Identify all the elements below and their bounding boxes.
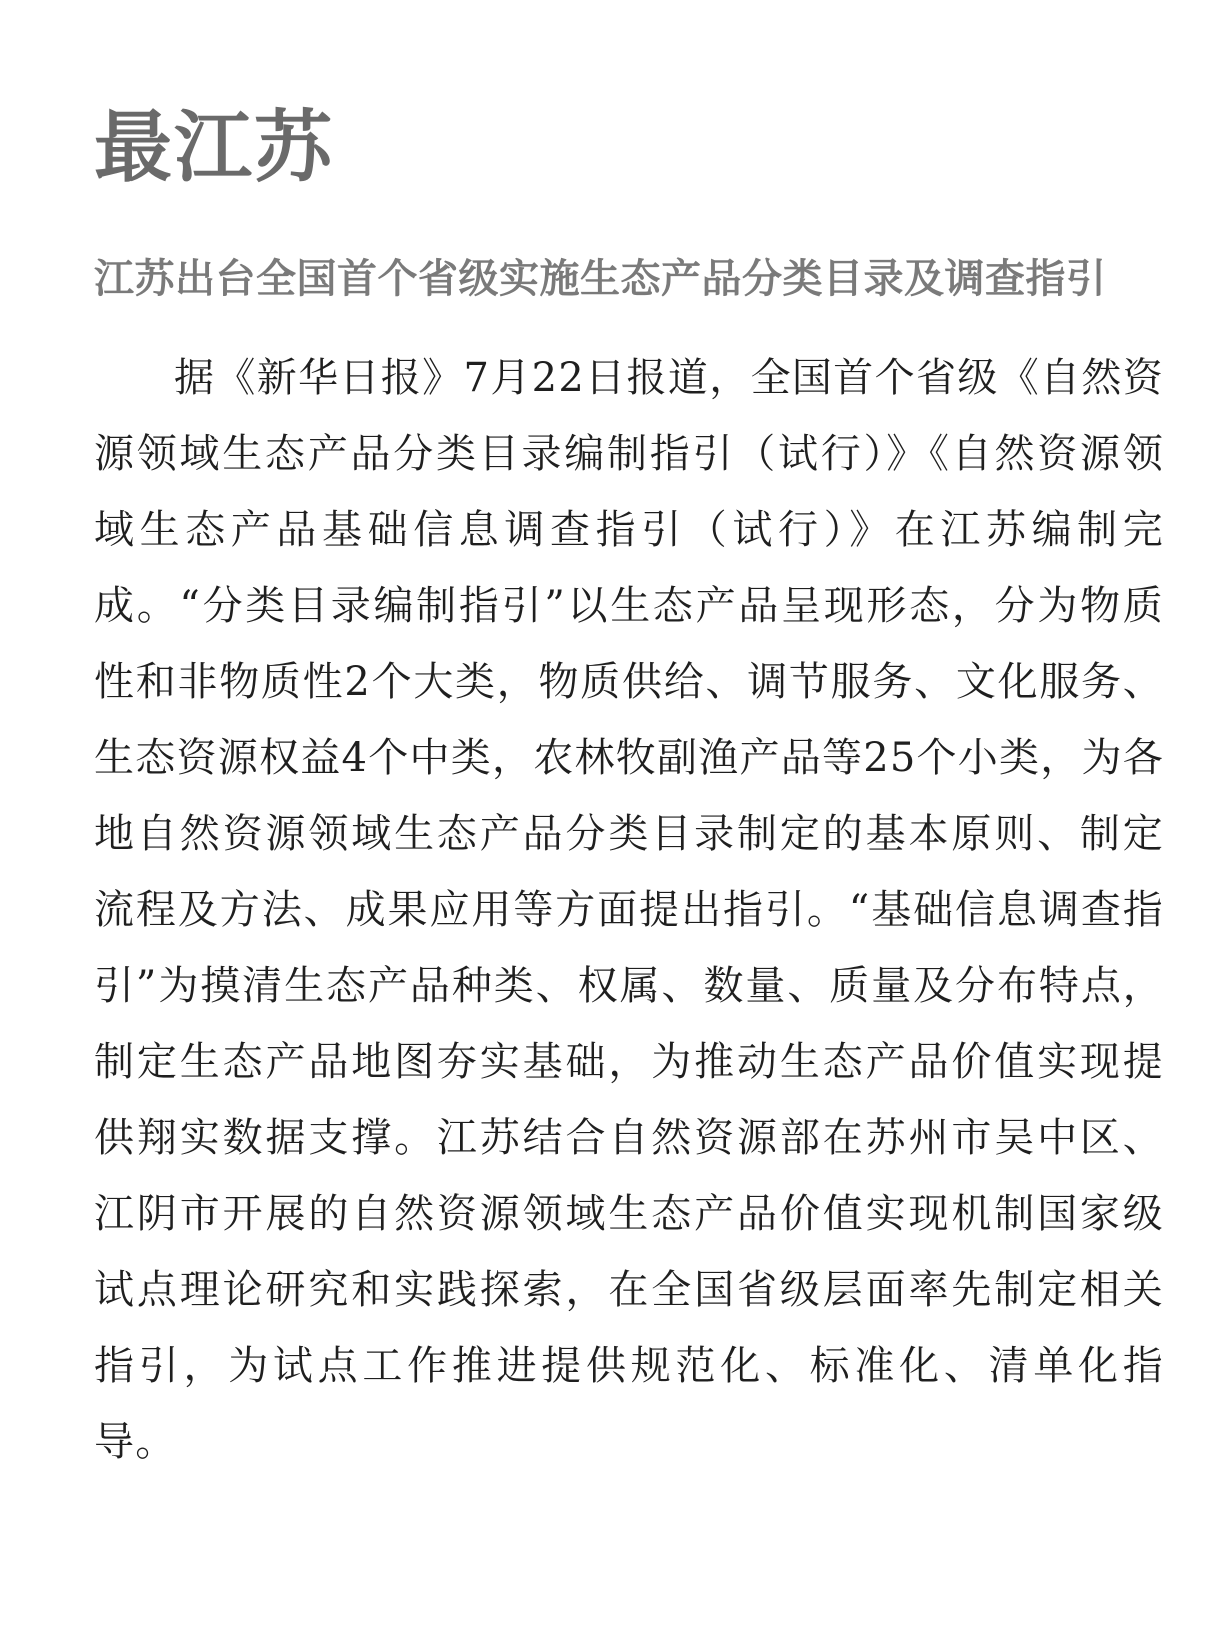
article-headline: 江苏出台全国首个省级实施生态产品分类目录及调查指引 <box>94 256 1107 302</box>
section-title: 最江苏 <box>94 103 335 193</box>
article-body: 据《新华日报》7月22日报道，全国首个省级《自然资源领域生态产品分类目录编制指引（试行）》《自然资源领域生态产品基础信息调查指引（试行）》在江苏编制完成。“分类目录编制指引”以生态产品呈现形态，分为物质性和非物质性2个大类，物质供给、调节服务、文化服务、生态资源权益4个中类，农林牧副渔产品等25个小类，为各地自然资源领域生态产品分类目录制定的基本原则、制定流程及方法、成果应用等方面提出指引。“基础信息调查指引”为摸清生态产品种类、权属、数量、质量及分布特点，制定生态产品地图夯实基础，为推动生态产品价值实现提供翔实数据支撑。江苏结合自然资源部在苏州市吴中区、江阴市开展的自然资源领域生态产品价值实现机制国家级试点理论研究和实践探索，在全国省级层面率先制定相关指引，为试点工作推进提供规范化、标准化、清单化指导。 <box>94 355 1164 1465</box>
